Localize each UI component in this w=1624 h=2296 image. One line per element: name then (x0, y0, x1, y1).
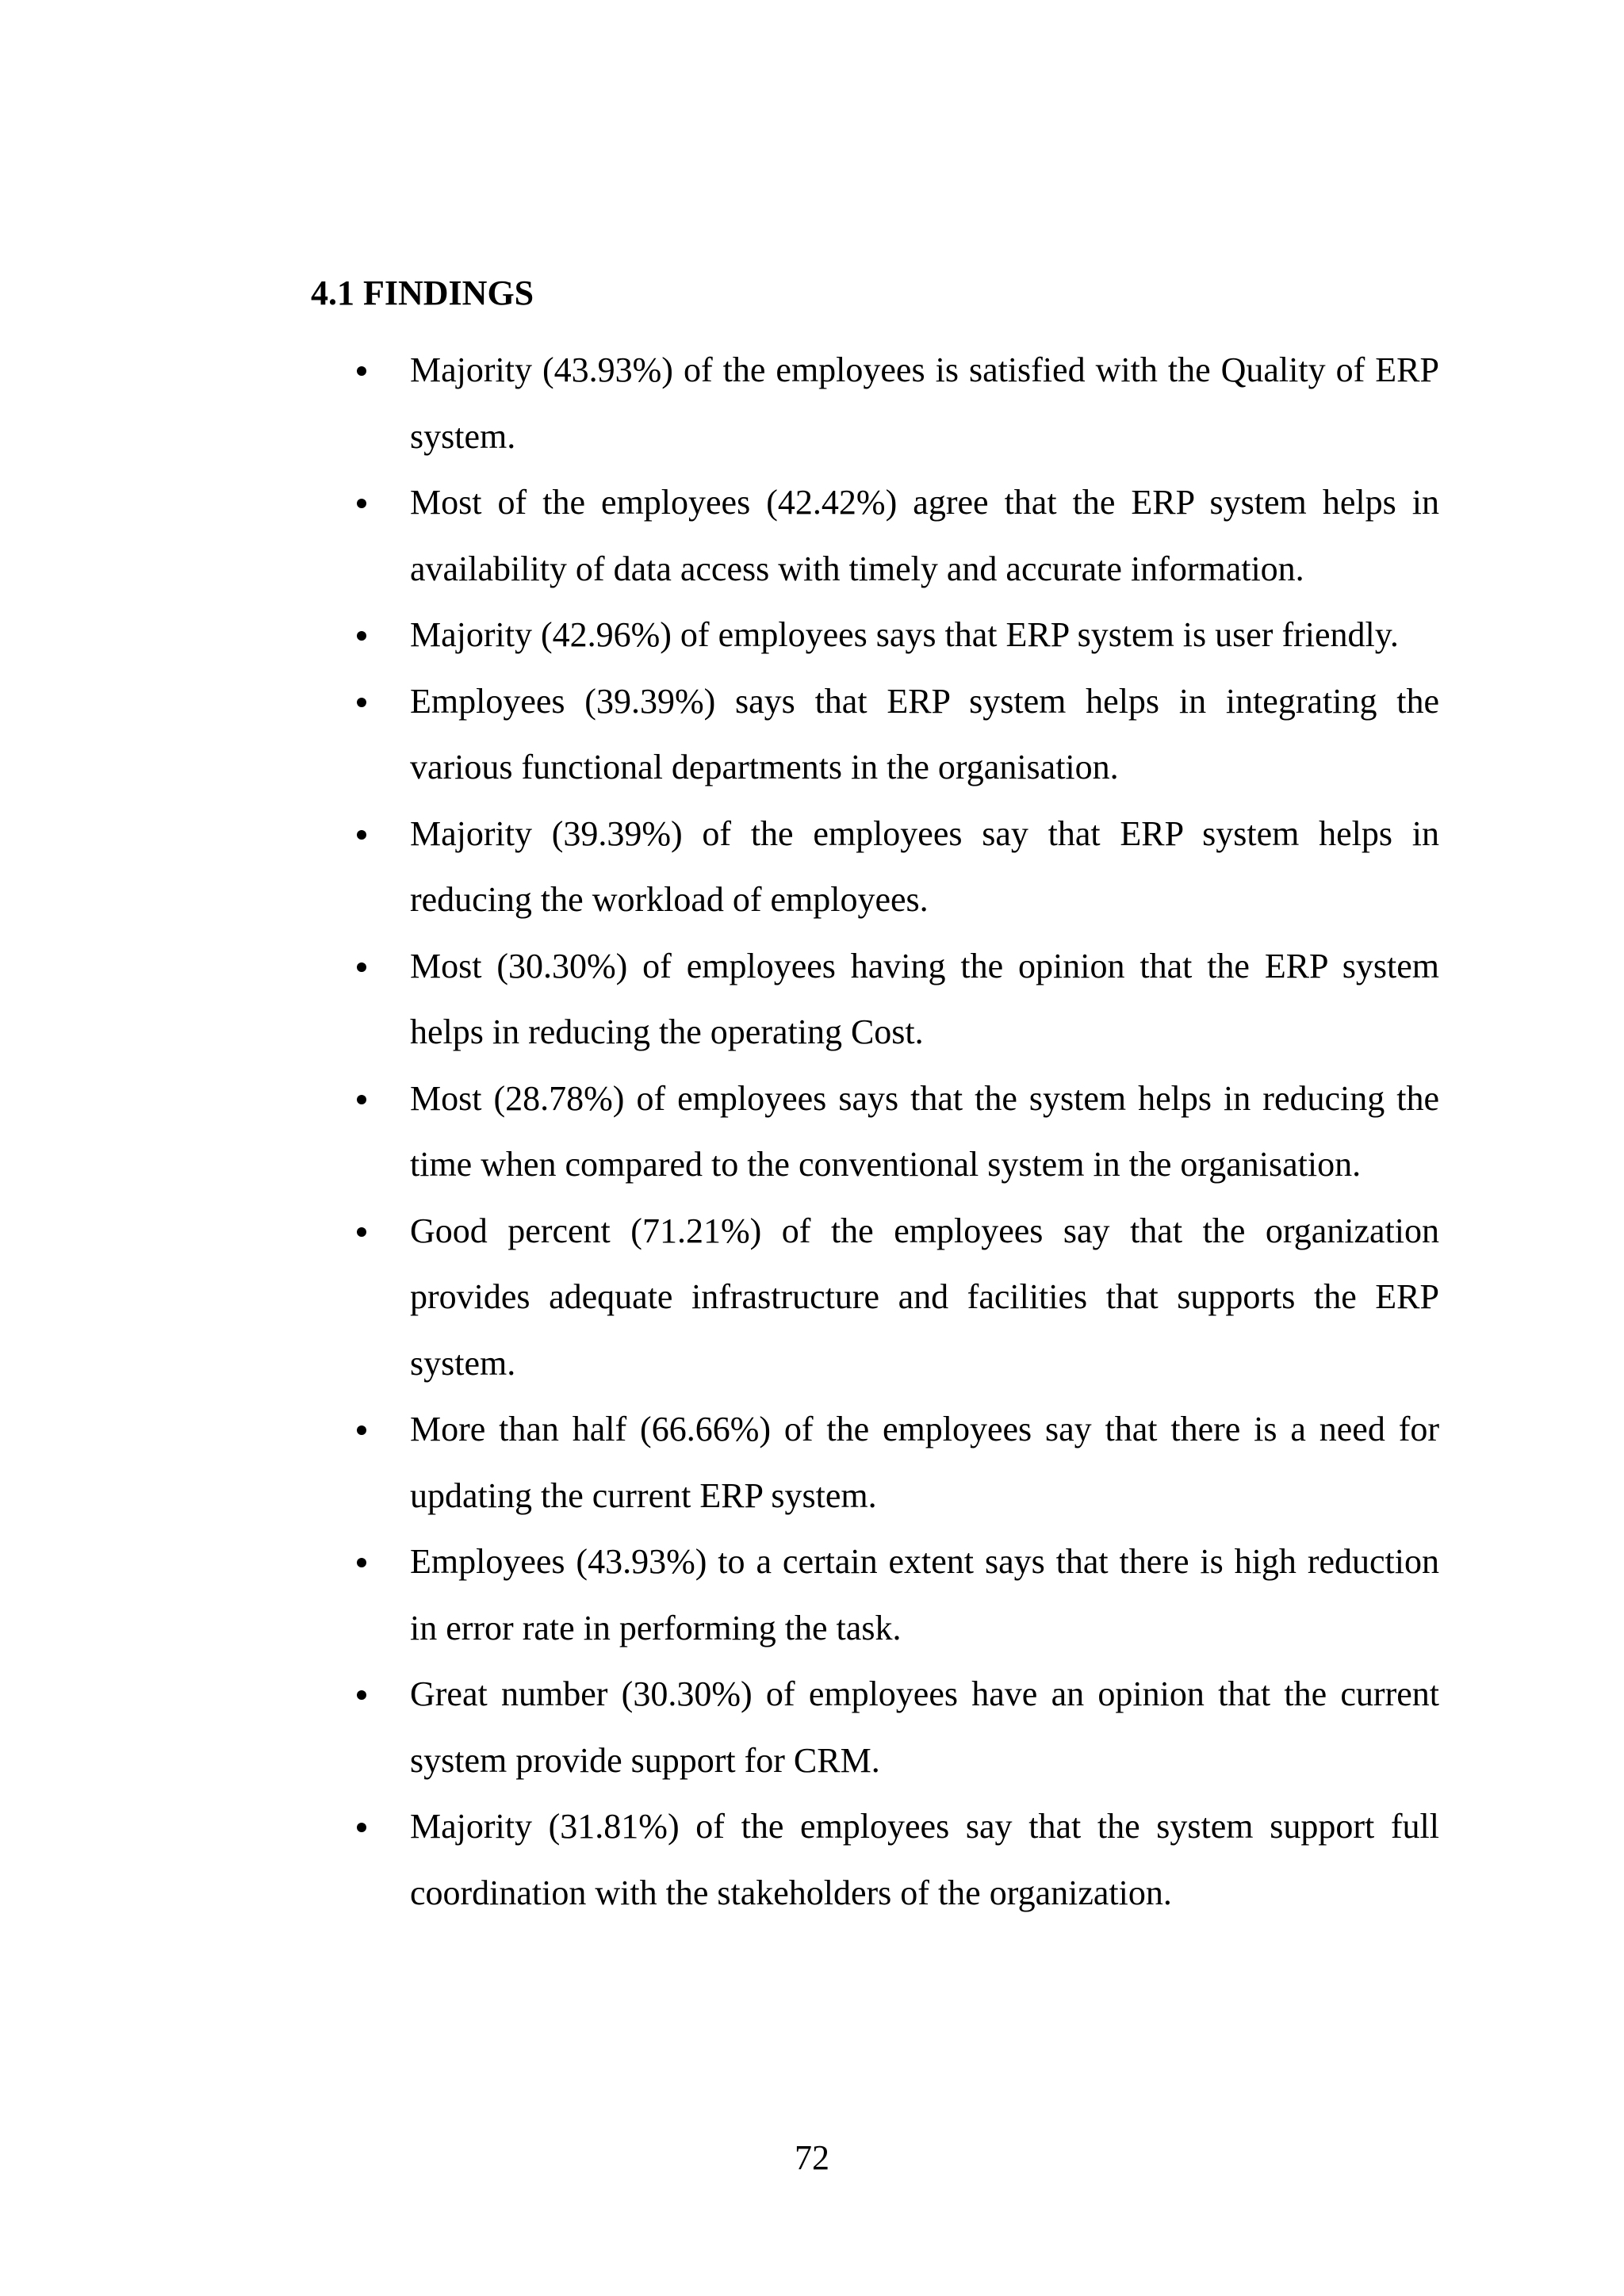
bullet-icon (357, 698, 366, 707)
finding-text: Employees (39.39%) says that ERP system helps in integrating the various functional departments in the organisation. (410, 681, 1439, 786)
finding-item (357, 1396, 1439, 1529)
bullet-icon (357, 830, 366, 840)
bullet-icon (357, 1425, 366, 1435)
finding-text: More than half (66.66%) of the employees say that there is a need for updating the current ERP system. (410, 1410, 1439, 1515)
finding-item (357, 1066, 1439, 1198)
bullet-icon (357, 1690, 366, 1700)
finding-text: Majority (42.96%) of employees says that ERP system is user friendly. (410, 615, 1399, 654)
finding-text: Great number (30.30%) of employees have an opinion that the current system provide support for CRM. (410, 1674, 1439, 1780)
findings-list (357, 337, 1439, 1926)
finding-text: Most of the employees (42.42%) agree that the ERP system helps in availability of data access with timely and accurate information. (410, 483, 1439, 588)
finding-text: Majority (31.81%) of the employees say that the system support full coordination with the stakeholders of the organization. (410, 1807, 1439, 1912)
bullet-icon (357, 631, 366, 641)
finding-item (357, 1198, 1439, 1397)
finding-item (357, 469, 1439, 602)
bullet-icon (357, 1823, 366, 1832)
finding-text: Most (30.30%) of employees having the opinion that the ERP system helps in reducing the operating Cost. (410, 946, 1439, 1051)
finding-text: Majority (39.39%) of the employees say that ERP system helps in reducing the workload of employees. (410, 813, 1439, 919)
bullet-icon (357, 1558, 366, 1567)
page-number: 72 (795, 2138, 829, 2177)
finding-text: Good percent (71.21%) of the employees say that the organization provides adequate infrastructure and facilities that supports the ERP system. (410, 1211, 1439, 1383)
bullet-icon (357, 1095, 366, 1104)
bullet-icon (357, 499, 366, 508)
section-heading: 4.1 FINDINGS (311, 274, 534, 312)
finding-text: Employees (43.93%) to a certain extent says that there is high reduction in error rate in performing the task. (410, 1542, 1439, 1647)
finding-item (357, 1661, 1439, 1793)
finding-item (357, 1793, 1439, 1926)
bullet-icon (357, 366, 366, 376)
finding-text: Majority (43.93%) of the employees is satisfied with the Quality of ERP system. (410, 350, 1439, 456)
bullet-icon (357, 1227, 366, 1237)
finding-item (357, 801, 1439, 933)
finding-item (357, 1529, 1439, 1661)
finding-item (357, 602, 1439, 668)
finding-item (357, 933, 1439, 1066)
finding-item (357, 337, 1439, 469)
finding-item (357, 668, 1439, 801)
bullet-icon (357, 962, 366, 972)
finding-text: Most (28.78%) of employees says that the system helps in reducing the time when compared to the conventional system in the organisation. (410, 1078, 1439, 1184)
